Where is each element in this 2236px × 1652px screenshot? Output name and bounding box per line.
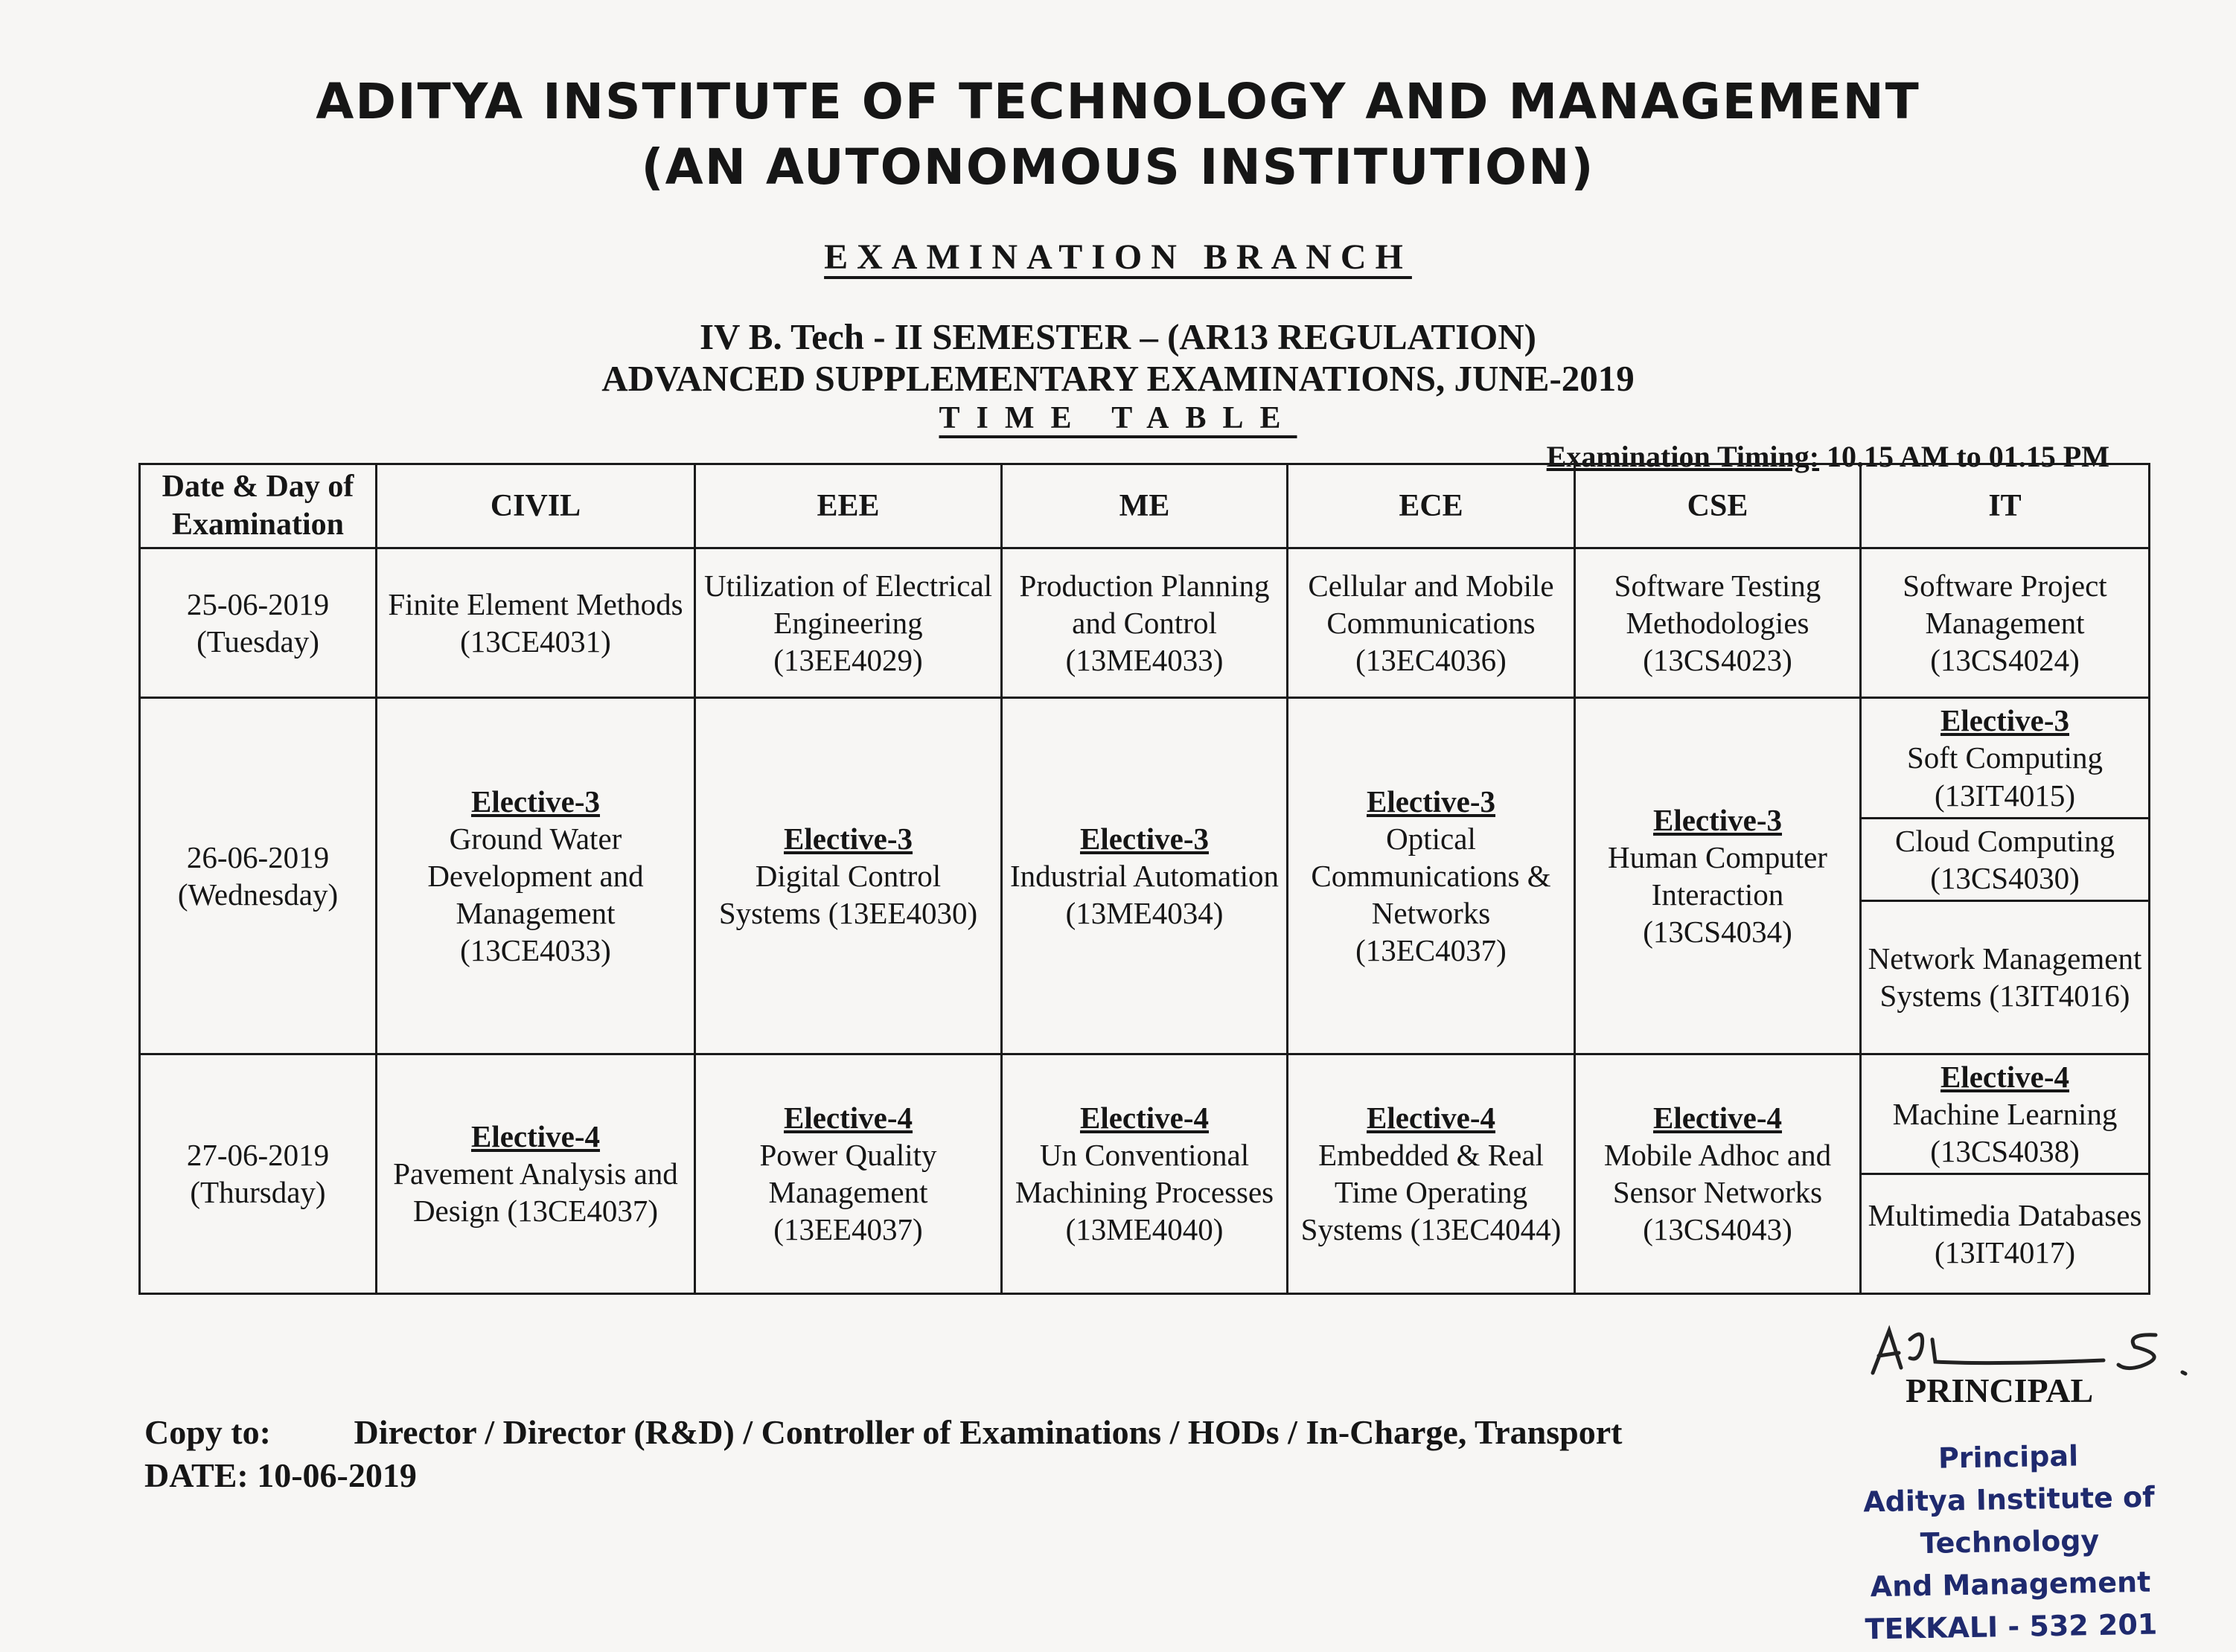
date-cell bbox=[140, 548, 377, 698]
subject-text: Mobile Adhoc and Sensor Networks (13CS4043) bbox=[1603, 1138, 1832, 1247]
subject-text: Optical Communications & Networks (13EC4037) bbox=[1311, 821, 1551, 968]
stamp-line: Principal bbox=[1938, 1439, 2079, 1475]
principal-title: PRINCIPAL bbox=[1906, 1371, 2094, 1409]
stamp-line: TEKKALI - 532 201 bbox=[1865, 1607, 2158, 1646]
table-row bbox=[140, 698, 2150, 818]
branch-title-text: EXAMINATION BRANCH bbox=[824, 237, 1412, 277]
subject-cell-eee: Utilization of Electrical Engineering (13EE4029) bbox=[695, 548, 1002, 698]
exam-day: (Wednesday) bbox=[177, 877, 339, 912]
date-cell bbox=[140, 1054, 377, 1293]
branch-title bbox=[0, 237, 2236, 278]
semester-title: IV B. Tech - II SEMESTER – (AR13 REGULATION) bbox=[699, 316, 1537, 357]
subject-text: Human Computer Interaction (13CS4034) bbox=[1608, 839, 1827, 950]
subject-cell-civil bbox=[377, 698, 695, 1054]
subject-cell-it: Multimedia Databases (13IT4017) bbox=[1861, 1174, 2150, 1293]
subject-cell-me: Production Planning and Control (13ME4033) bbox=[1002, 548, 1288, 698]
col-header-me: ME bbox=[1002, 464, 1288, 548]
exam-day: (Tuesday) bbox=[197, 624, 319, 659]
elective-label: Elective-3 bbox=[1652, 802, 1783, 837]
subject-text: Pavement Analysis and Design (13CE4037) bbox=[393, 1156, 678, 1229]
subject-cell-ece: Cellular and Mobile Communications (13EC4036) bbox=[1288, 548, 1575, 698]
subject-cell-it bbox=[1861, 698, 2150, 818]
elective-label: Elective-4 bbox=[1079, 1101, 1210, 1136]
exam-title: ADVANCED SUPPLEMENTARY EXAMINATIONS, JUNE-2019 bbox=[601, 358, 1635, 399]
subject-text: Machine Learning (13CS4038) bbox=[1892, 1096, 2118, 1168]
elective-label: Elective-3 bbox=[1366, 784, 1496, 819]
subject-cell-cse bbox=[1575, 698, 1861, 1054]
stamp-line: Aditya Institute of Technology bbox=[1862, 1480, 2156, 1560]
subject-text: Digital Control Systems (13EE4030) bbox=[718, 859, 978, 931]
subject-cell-cse bbox=[1575, 1054, 1861, 1293]
elective-label: Elective-4 bbox=[1366, 1101, 1496, 1136]
institute-subtitle: (AN AUTONOMOUS INSTITUTION) bbox=[641, 138, 1595, 196]
copy-to bbox=[144, 1412, 1622, 1452]
exam-timing-value: 10.15 AM to 01.15 PM bbox=[1827, 440, 2109, 473]
subject-cell-ece bbox=[1288, 1054, 1575, 1293]
timetable bbox=[138, 463, 2150, 1295]
timetable-title bbox=[0, 400, 2236, 436]
col-header-date: Date & Day of Examination bbox=[140, 464, 377, 548]
elective-label: Elective-3 bbox=[783, 821, 913, 856]
subject-text: Ground Water Development and Management (13CE4033) bbox=[427, 821, 644, 968]
subject-text: Power Quality Management (13EE4037) bbox=[759, 1138, 937, 1247]
table-header-row bbox=[140, 464, 2150, 548]
timetable-title-text: TIME TABLE bbox=[939, 401, 1297, 435]
institute-name: ADITYA INSTITUTE OF TECHNOLOGY AND MANAGEMENT bbox=[316, 73, 1920, 130]
principal-stamp bbox=[1785, 1432, 2235, 1652]
col-header-civil: CIVIL bbox=[377, 464, 695, 548]
issue-date: DATE: 10-06-2019 bbox=[144, 1456, 417, 1494]
subject-cell-me bbox=[1002, 698, 1288, 1054]
subject-cell-eee bbox=[695, 1054, 1002, 1293]
col-header-cse: CSE bbox=[1575, 464, 1861, 548]
col-header-eee: EEE bbox=[695, 464, 1002, 548]
col-header-ece: ECE bbox=[1288, 464, 1575, 548]
subject-cell-it: Software Project Management (13CS4024) bbox=[1861, 548, 2150, 698]
subject-text: Soft Computing (13IT4015) bbox=[1906, 740, 2104, 813]
table-row bbox=[140, 1054, 2150, 1174]
copy-to-label: Copy to: bbox=[144, 1413, 271, 1451]
exam-date: 25-06-2019 bbox=[186, 587, 330, 622]
elective-label: Elective-3 bbox=[470, 784, 601, 819]
subject-cell-it bbox=[1861, 1054, 2150, 1174]
exam-timing-label: Examination Timing: bbox=[1546, 440, 1820, 473]
subject-text: Un Conventional Machining Processes (13ME4040) bbox=[1015, 1138, 1274, 1247]
elective-label: Elective-4 bbox=[1940, 1059, 2070, 1094]
elective-label: Elective-3 bbox=[1079, 821, 1210, 856]
subject-cell-cse: Software Testing Methodologies (13CS4023) bbox=[1575, 548, 1861, 698]
date-cell bbox=[140, 698, 377, 1054]
subject-cell-ece bbox=[1288, 698, 1575, 1054]
exam-date: 26-06-2019 bbox=[186, 839, 330, 874]
exam-day: (Thursday) bbox=[190, 1175, 326, 1210]
exam-date: 27-06-2019 bbox=[186, 1138, 330, 1173]
subject-cell-civil: Finite Element Methods (13CE4031) bbox=[377, 548, 695, 698]
table-row bbox=[140, 548, 2150, 698]
copy-to-value: Director / Director (R&D) / Controller of Examinations / HODs / In-Charge, Transport bbox=[354, 1413, 1623, 1451]
elective-label: Elective-4 bbox=[470, 1119, 601, 1154]
subject-cell-me bbox=[1002, 1054, 1288, 1293]
stamp-line: And Management bbox=[1870, 1565, 2151, 1604]
col-header-it: IT bbox=[1861, 464, 2150, 548]
subject-text: Industrial Automation (13ME4034) bbox=[1010, 859, 1279, 931]
subject-cell-eee bbox=[695, 698, 1002, 1054]
elective-label: Elective-4 bbox=[783, 1101, 913, 1136]
subject-cell-civil bbox=[377, 1054, 695, 1293]
subject-cell-it: Cloud Computing (13CS4030) bbox=[1861, 818, 2150, 900]
elective-label: Elective-4 bbox=[1652, 1101, 1783, 1136]
subject-text: Embedded & Real Time Operating Systems (13EC4044) bbox=[1300, 1138, 1562, 1247]
subject-cell-it: Network Management Systems (13IT4016) bbox=[1861, 900, 2150, 1054]
elective-label: Elective-3 bbox=[1940, 703, 2070, 738]
